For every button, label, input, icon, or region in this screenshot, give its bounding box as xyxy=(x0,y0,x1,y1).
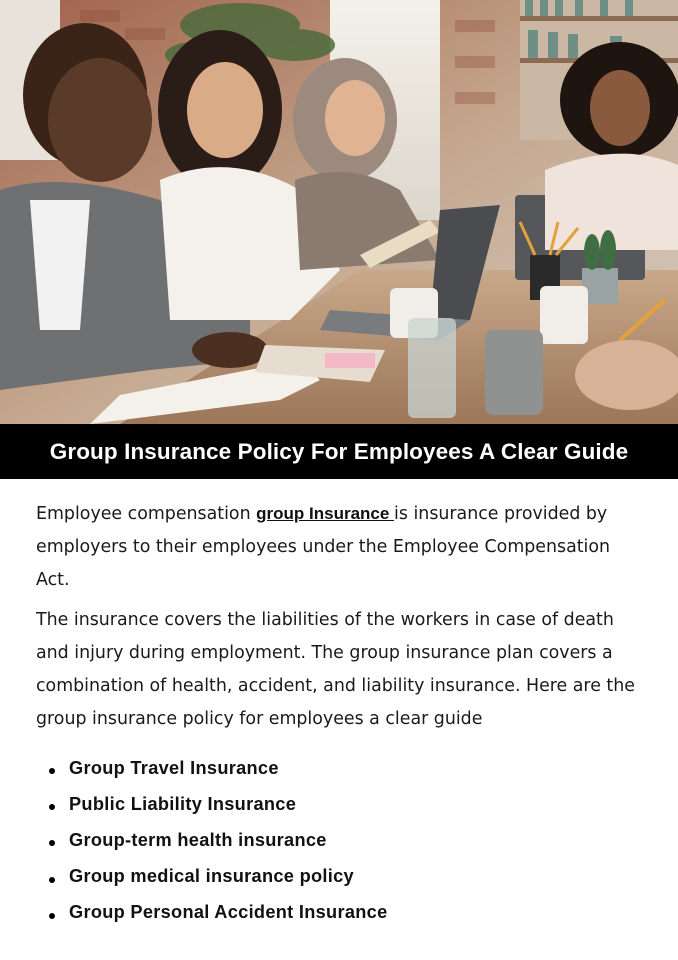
bullet-icon xyxy=(49,913,55,919)
coverage-paragraph: The insurance covers the liabilities of the workers in case of death and injury during employment. The group insurance plan covers a combination of health, accident, and liability insurance. Here are the group insurance policy for employees a clear guide xyxy=(36,610,635,729)
list-item xyxy=(36,750,388,786)
group-insurance-link[interactable]: group Insurance xyxy=(256,504,395,523)
bullet-icon xyxy=(49,877,55,883)
list-item xyxy=(36,859,388,895)
intro-paragraph xyxy=(36,497,646,597)
bullet-icon xyxy=(49,804,55,810)
office-team-illustration xyxy=(0,0,678,424)
list-item-label: Group-term health insurance xyxy=(69,829,327,850)
list-item xyxy=(36,786,388,822)
intro-text-after: is insurance provided by employers to their employees under the Employee Compensation Act. xyxy=(36,504,611,590)
list-item xyxy=(36,895,388,931)
title-bar xyxy=(0,424,678,479)
page-title: Group Insurance Policy For Employees A Clear Guide xyxy=(49,438,629,464)
article-body xyxy=(36,497,646,743)
list-item-label: Group Personal Accident Insurance xyxy=(69,902,388,923)
list-item-label: Group medical insurance policy xyxy=(69,866,354,887)
list-item xyxy=(36,822,388,858)
hero-image xyxy=(0,0,678,424)
bullet-icon xyxy=(49,840,55,846)
intro-text-before: Employee compensation xyxy=(36,504,257,524)
list-item-label: Group Travel Insurance xyxy=(69,757,279,778)
insurance-types-list xyxy=(36,750,388,931)
bullet-icon xyxy=(49,768,55,774)
list-item-label: Public Liability Insurance xyxy=(69,793,297,814)
